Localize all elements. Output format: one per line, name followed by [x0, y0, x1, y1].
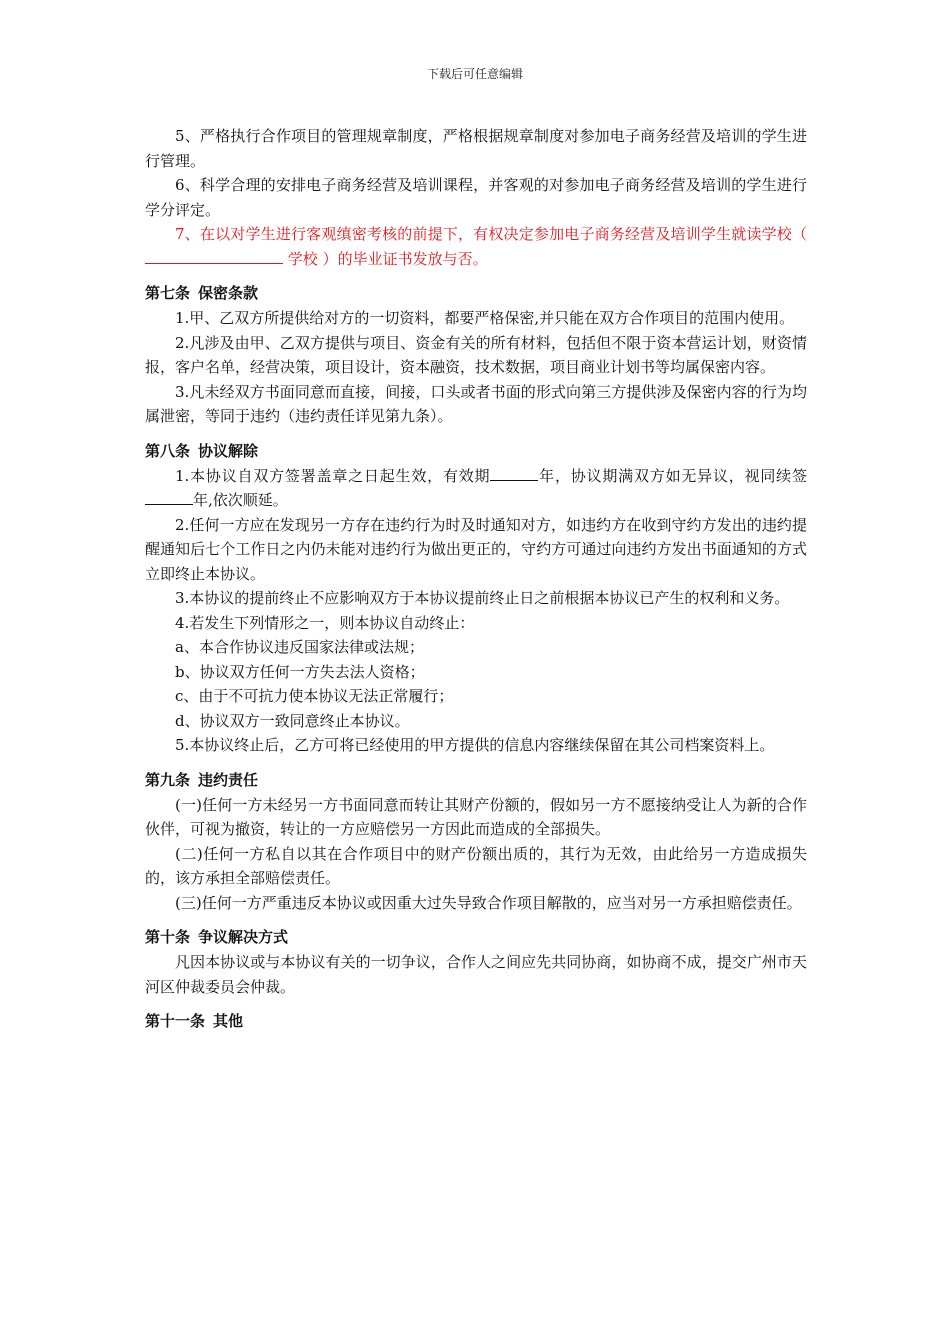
page-header: 下载后可任意编辑	[426, 67, 523, 81]
article-8-item-5: 5.本协议终止后，乙方可将已经使用的甲方提供的信息内容继续保留在其公司档案资料上。	[175, 736, 775, 754]
article-8-item-3: 3.本协议的提前终止不应影响双方于本协议提前终止日之前根据本协议已产生的权利和义务。	[175, 589, 790, 607]
article-9-title: 违约责任	[198, 770, 259, 789]
article-10-heading	[145, 925, 807, 950]
article-10-title: 争议解决方式	[198, 928, 289, 946]
clause-6-item-7-text-a: 7、在以对学生进行客观缜密考核的前提下，有权决定参加电子商务经营及培训学生就读学校（	[175, 225, 807, 243]
article-8-item-4a: a、本合作协议违反国家法律或法规；	[175, 638, 424, 656]
article-8-item-1-text-b: 年，协议期满双方如无异议，视同续签	[538, 466, 807, 485]
renewal-years-blank	[145, 488, 193, 505]
article-7-item-2: 2.凡涉及由甲、乙双方提供与项目、资金有关的所有材料，包括但不限于资本营运计划，财资情报，客户名单，经营决策，项目设计，资本融资，技术数据，项目商业计划书等均属保密内容。	[145, 333, 807, 376]
article-8-number: 第八条	[145, 441, 191, 460]
article-8-item-1	[145, 464, 807, 513]
article-11-title: 其他	[213, 1012, 244, 1030]
article-7-number: 第七条	[145, 284, 191, 302]
validity-years-blank	[490, 464, 538, 481]
article-10-item-1: 凡因本协议或与本协议有关的一切争议，合作人之间应先共同协商，如协商不成，提交广州市天河区仲裁委员会仲裁。	[145, 953, 807, 996]
article-8-item-2: 2.任何一方应在发现另一方存在违约行为时及时通知对方，如违约方在收到守约方发出的违约提醒通知后七个工作日之内仍未能对违约行为做出更正的，守约方可通过向违约方发出书面通知的方式立即终止本协议。	[145, 515, 807, 583]
article-8-item-1-text-a: 1.本协议自双方签署盖章之日起生效，有效期	[175, 466, 491, 485]
clause-6-item-6: 6、科学合理的安排电子商务经营及培训课程，并客观的对参加电子商务经营及培训的学生进行学分评定。	[145, 176, 807, 219]
article-9-item-2: (二)任何一方私自以其在合作项目中的财产份额出质的，其行为无效，由此给另一方造成损失的，该方承担全部赔偿责任。	[145, 844, 807, 887]
article-8-heading	[145, 439, 807, 464]
article-7-heading	[145, 281, 807, 306]
clause-6-item-7	[145, 222, 807, 271]
document-body	[145, 124, 807, 1034]
article-9-heading	[145, 768, 807, 793]
article-9-number: 第九条	[145, 770, 191, 789]
article-7-item-3: 3.凡未经双方书面同意而直接，间接，口头或者书面的形式向第三方提供涉及保密内容的行为均属泄密，等同于违约（违约责任详见第九条）。	[145, 382, 807, 425]
article-11-number: 第十一条	[145, 1012, 206, 1030]
article-8-item-1-text-c: 年,依次顺延。	[193, 491, 288, 509]
school-label: 学校	[287, 249, 318, 268]
school-name-blank	[145, 247, 283, 264]
article-8-item-4d: d、协议双方一致同意终止本协议。	[175, 711, 410, 730]
article-10-number: 第十条	[145, 928, 191, 946]
clause-6-item-5: 5、严格执行合作项目的管理规章制度，严格根据规章制度对参加电子商务经营及培训的学生进行管理。	[145, 127, 807, 170]
article-9-item-1: (一)任何一方未经另一方书面同意而转让其财产份额的，假如另一方不愿接纳受让人为新的合作伙伴，可视为撤资，转让的一方应赔偿另一方因此而造成的全部损失。	[145, 795, 807, 838]
article-7-title: 保密条款	[198, 284, 259, 302]
article-8-item-4b: b、协议双方任何一方失去法人资格；	[175, 662, 425, 681]
article-9-item-3: (三)任何一方严重违反本协议或因重大过失导致合作项目解散的，应当对另一方承担赔偿责任。	[175, 893, 802, 912]
clause-6-item-7-text-b: ）的毕业证书发放与否。	[322, 249, 488, 268]
article-8-item-4: 4.若发生下列情形之一，则本协议自动终止：	[175, 613, 475, 632]
article-8-item-4c: c、由于不可抗力使本协议无法正常履行；	[175, 687, 454, 705]
article-11-heading	[145, 1009, 807, 1034]
article-7-item-1: 1.甲、乙双方所提供给对方的一切资料，都要严格保密,并只能在双方合作项目的范围内使用。	[175, 309, 795, 327]
article-8-title: 协议解除	[198, 441, 259, 460]
